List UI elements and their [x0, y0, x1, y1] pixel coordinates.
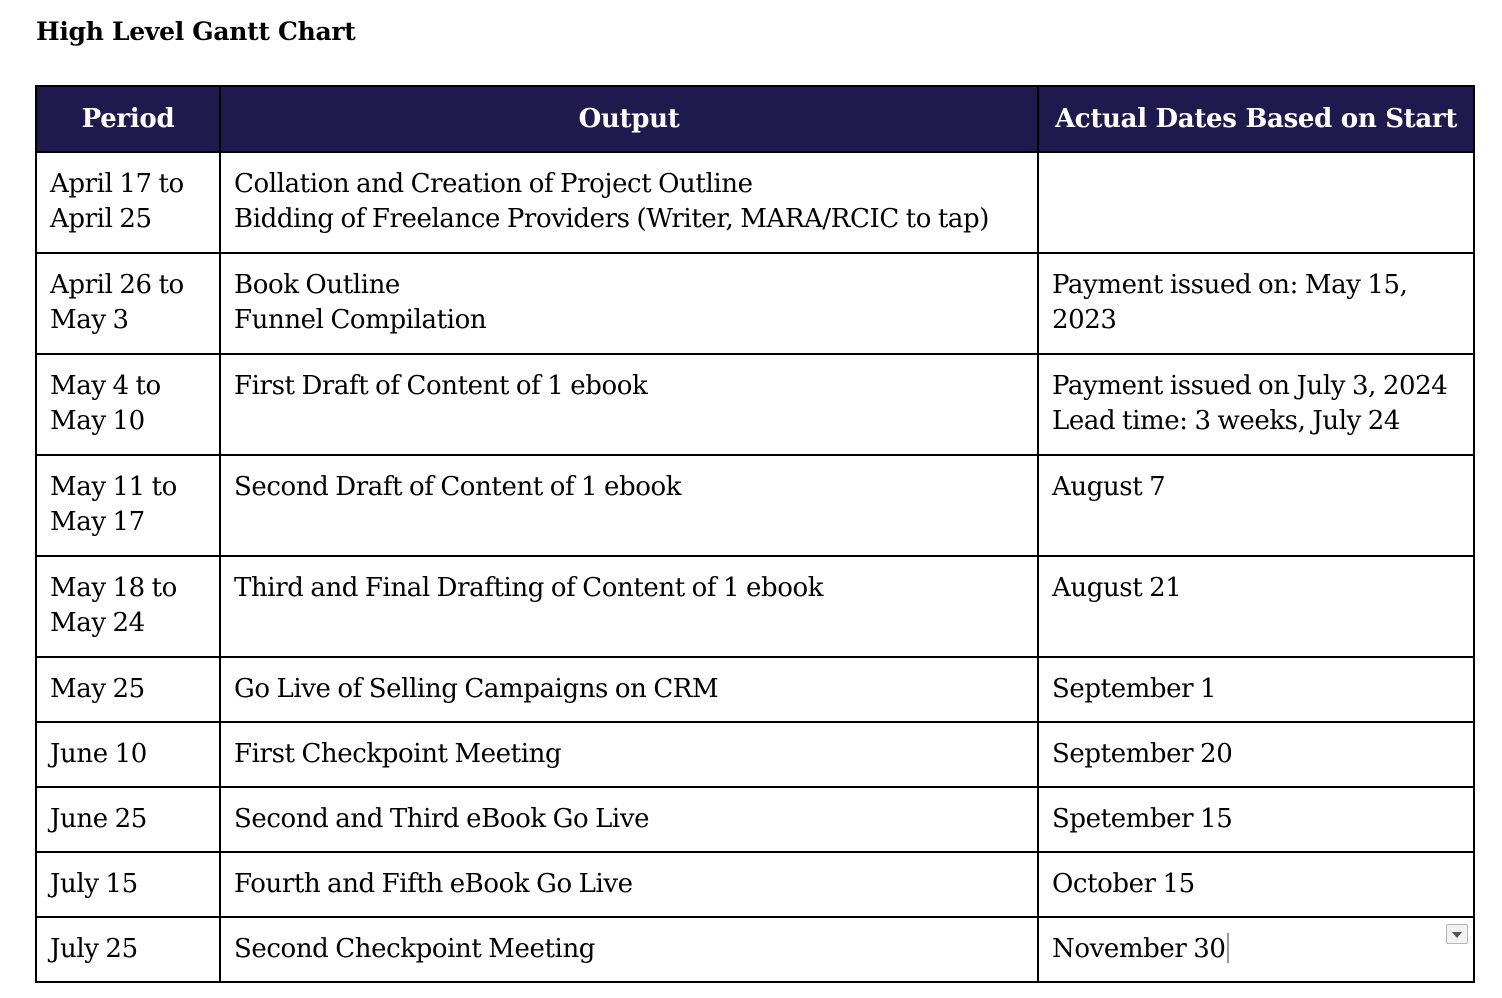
dates-line-text: November 30 — [1052, 934, 1226, 964]
dates-line: Lead time: 3 weeks, July 24 — [1052, 406, 1401, 436]
table-row — [36, 152, 1474, 253]
period-line: July 15 — [50, 869, 138, 899]
output-cell[interactable] — [220, 917, 1038, 982]
output-line: First Checkpoint Meeting — [234, 739, 562, 769]
document-title: High Level Gantt Chart — [36, 17, 356, 46]
table-row — [36, 253, 1474, 354]
header-dates: Actual Dates Based on Start — [1038, 86, 1474, 152]
period-line: April 26 to — [50, 270, 184, 300]
dates-cell[interactable] — [1038, 852, 1474, 917]
period-line: May 17 — [50, 507, 145, 537]
table-row — [36, 354, 1474, 455]
table-body — [36, 152, 1474, 982]
header-row — [36, 86, 1474, 152]
table-header — [36, 86, 1474, 152]
output-line: Funnel Compilation — [234, 305, 487, 335]
header-output: Output — [220, 86, 1038, 152]
period-line: June 25 — [50, 804, 147, 834]
output-line: Book Outline — [234, 270, 400, 300]
dates-line: Spetember 15 — [1052, 804, 1233, 834]
output-cell[interactable] — [220, 787, 1038, 852]
period-cell[interactable] — [36, 455, 220, 556]
period-line: May 11 to — [50, 472, 177, 502]
period-cell[interactable] — [36, 253, 220, 354]
period-line: May 4 to — [50, 371, 161, 401]
period-cell[interactable] — [36, 917, 220, 982]
output-line: Second Checkpoint Meeting — [234, 934, 596, 964]
output-line: Go Live of Selling Campaigns on CRM — [234, 674, 719, 704]
period-cell[interactable] — [36, 722, 220, 787]
period-cell[interactable] — [36, 657, 220, 722]
text-cursor — [1227, 933, 1229, 963]
dates-line-active[interactable] — [1052, 932, 1461, 967]
period-cell[interactable] — [36, 354, 220, 455]
period-line: April 25 — [50, 204, 152, 234]
dates-line: September 1 — [1052, 674, 1217, 704]
output-line: Bidding of Freelance Providers (Writer, MARA/RCIC to tap) — [234, 204, 989, 234]
table-row — [36, 556, 1474, 657]
output-cell[interactable] — [220, 657, 1038, 722]
period-line: May 3 — [50, 305, 129, 335]
cell-dropdown-button[interactable] — [1446, 924, 1468, 944]
dates-cell[interactable] — [1038, 152, 1474, 253]
period-line: May 25 — [50, 674, 145, 704]
output-cell[interactable] — [220, 152, 1038, 253]
table-row — [36, 455, 1474, 556]
period-cell[interactable] — [36, 852, 220, 917]
output-line: Second Draft of Content of 1 ebook — [234, 472, 682, 502]
dates-cell[interactable] — [1038, 253, 1474, 354]
dates-cell[interactable] — [1038, 917, 1474, 982]
dates-line: September 20 — [1052, 739, 1233, 769]
dates-cell[interactable] — [1038, 722, 1474, 787]
period-line: July 25 — [50, 934, 138, 964]
output-cell[interactable] — [220, 253, 1038, 354]
table-row — [36, 917, 1474, 982]
output-cell[interactable] — [220, 722, 1038, 787]
table-row — [36, 852, 1474, 917]
chevron-down-icon — [1452, 932, 1462, 938]
table-row — [36, 787, 1474, 852]
period-cell[interactable] — [36, 556, 220, 657]
dates-line: August 21 — [1052, 573, 1182, 603]
period-line: June 10 — [50, 739, 147, 769]
dates-line: October 15 — [1052, 869, 1195, 899]
period-cell[interactable] — [36, 152, 220, 253]
output-cell[interactable] — [220, 852, 1038, 917]
period-line: May 10 — [50, 406, 145, 436]
output-line: First Draft of Content of 1 ebook — [234, 371, 648, 401]
period-line: May 18 to — [50, 573, 177, 603]
table-row — [36, 657, 1474, 722]
period-line: May 24 — [50, 608, 145, 638]
dates-line: Payment issued on: May 15, 2023 — [1052, 270, 1408, 335]
header-period: Period — [36, 86, 220, 152]
dates-cell[interactable] — [1038, 556, 1474, 657]
output-cell[interactable] — [220, 556, 1038, 657]
table-row — [36, 722, 1474, 787]
period-line: April 17 to — [50, 169, 184, 199]
output-cell[interactable] — [220, 354, 1038, 455]
output-line: Third and Final Drafting of Content of 1 ebook — [234, 573, 824, 603]
output-line: Fourth and Fifth eBook Go Live — [234, 869, 633, 899]
dates-cell[interactable] — [1038, 354, 1474, 455]
dates-line: August 7 — [1052, 472, 1166, 502]
output-line: Collation and Creation of Project Outline — [234, 169, 753, 199]
dates-cell[interactable] — [1038, 657, 1474, 722]
output-cell[interactable] — [220, 455, 1038, 556]
dates-line: Payment issued on July 3, 2024 — [1052, 371, 1448, 401]
period-cell[interactable] — [36, 787, 220, 852]
gantt-table — [35, 85, 1475, 983]
dates-cell[interactable] — [1038, 455, 1474, 556]
dates-cell[interactable] — [1038, 787, 1474, 852]
output-line: Second and Third eBook Go Live — [234, 804, 650, 834]
